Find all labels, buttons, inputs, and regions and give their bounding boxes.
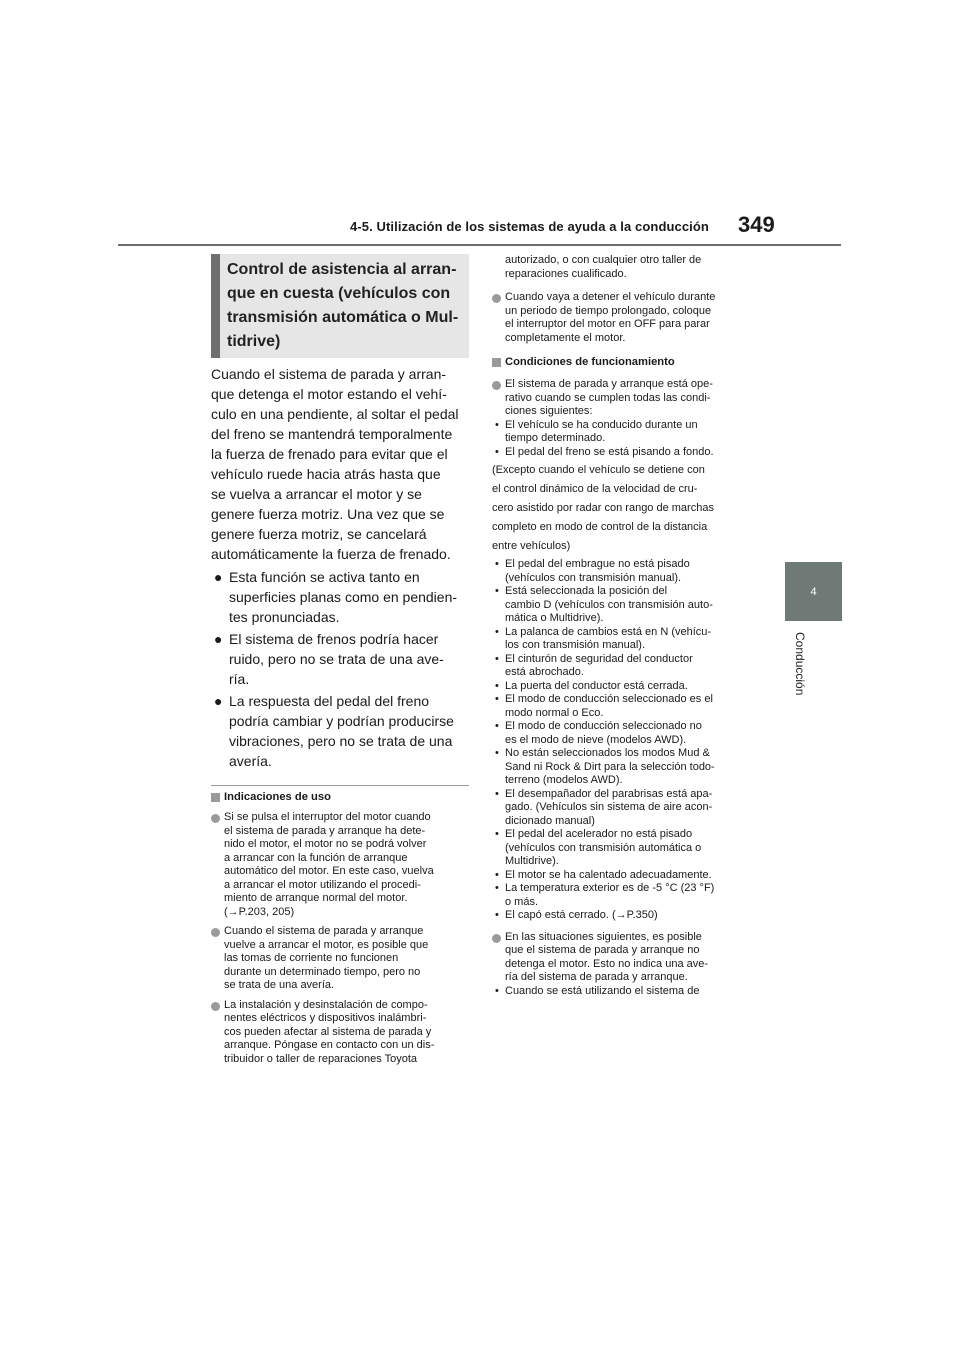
condition-item [492, 828, 754, 869]
condition-line: es el modo de nieve (modelos AWD). [505, 733, 687, 746]
heading-line: tidrive) [227, 333, 281, 350]
note-item [492, 291, 754, 345]
bullet-item [211, 629, 469, 689]
bullet-dot-icon: • [495, 747, 499, 759]
note-item [211, 811, 469, 919]
condition-item [492, 558, 754, 585]
paragraph-line: genere fuerza motriz, se cancelará [211, 526, 427, 542]
note-line: autorizado, o con cualquier otro taller de [505, 254, 702, 266]
note-line: rativo cuando se cumplen todas las condi- [505, 391, 711, 404]
condition-line: El motor se ha calentado adecuadamente. [505, 868, 712, 881]
note-line: se trata de una avería. [224, 979, 335, 991]
condition-item [492, 653, 754, 680]
section-title: 4-5. Utilización de los sistemas de ayuda a la conducción [350, 219, 709, 234]
bullet-dot-icon: ● [214, 631, 223, 647]
condition-line: El modo de conducción seleccionado es el [505, 693, 713, 705]
bullet-line: ruido, pero no se trata de una ave- [229, 651, 444, 667]
exception-paragraph [492, 461, 754, 556]
condition-item [492, 585, 754, 626]
condition-line: El cinturón de seguridad del conductor [505, 652, 693, 665]
note-line: arranque. Póngase en contacto con un dis- [224, 1039, 435, 1051]
circle-marker-icon [211, 928, 220, 937]
bullet-line: avería. [229, 753, 272, 769]
condition-line: Está seleccionada la posición del [505, 585, 668, 597]
situation-item [492, 985, 754, 999]
condition-line: gado. (Vehículos sin sistema de aire acon- [505, 801, 713, 813]
bullet-line: El sistema de frenos podría hacer [229, 631, 439, 647]
section-heading [211, 254, 469, 358]
right-column [492, 254, 754, 998]
note-line: Si se pulsa el interruptor del motor cuando [224, 811, 431, 823]
condition-list [492, 558, 754, 923]
bullet-dot-icon: • [495, 625, 499, 638]
bullet-list [211, 567, 469, 771]
bullet-dot-icon: • [495, 787, 499, 800]
note-line: a arrancar el motor utilizando el procedi- [224, 878, 421, 891]
bullet-dot-icon: • [495, 679, 499, 692]
condition-line: terreno (modelos AWD). [505, 774, 623, 786]
heading-line: transmisión automática o Mul- [227, 309, 459, 326]
note-line: miento de arranque normal del motor. [224, 892, 408, 904]
condition-item [492, 626, 754, 653]
exception-line: (Excepto cuando el vehículo se detiene con [492, 464, 705, 476]
condition-line: o más. [505, 895, 539, 908]
bullet-dot-icon: ● [214, 569, 223, 585]
note-line: Cuando el sistema de parada y arranque [224, 925, 424, 937]
exception-line: cero asistido por radar con rango de marchas [492, 502, 714, 514]
condition-line: El pedal del acelerador no está pisado [505, 828, 693, 840]
note-line: a arrancar con la función de arranque [224, 851, 408, 864]
note-line: cos pueden afectar al sistema de parada y [224, 1025, 432, 1038]
condition-line: El modo de conducción seleccionado no [505, 720, 702, 732]
condition-item [492, 693, 754, 720]
note-line: el interruptor del motor en OFF para parar [505, 318, 710, 330]
condition-line: mática o Multidrive). [505, 612, 604, 624]
heading-line: Control de asistencia al arran- [227, 261, 457, 278]
condition-line: El vehículo se ha conducido durante un [505, 418, 698, 431]
condition-line: La puerta del conductor está cerrada. [505, 679, 688, 692]
note-line: automático del motor. En este caso, vuelva [224, 865, 434, 877]
paragraph-line: que detenga el motor estando el vehí- [211, 386, 447, 402]
conditions-heading-text: Condiciones de funcionamiento [505, 356, 675, 368]
condition-line: La temperatura exterior es de -5 °C (23 °F) [505, 882, 715, 894]
square-marker-icon [211, 793, 220, 802]
condition-item [492, 680, 754, 694]
condition-item [492, 720, 754, 747]
chapter-label: Conducción [793, 632, 807, 696]
page-reference-link[interactable]: El capó está cerrado. (→P.350) [505, 909, 658, 921]
page-number: 349 [738, 212, 775, 237]
bullet-dot-icon: • [495, 418, 499, 431]
note-line: nido el motor, el motor no se podrá volver [224, 838, 427, 850]
condition-line: modo normal o Eco. [505, 706, 604, 719]
condition-item [492, 882, 754, 909]
condition-line: (vehículos con transmisión automática o [505, 841, 702, 854]
paragraph-line: genere fuerza motriz. Una vez que se [211, 506, 445, 522]
bullet-item [211, 691, 469, 771]
note-line: tribuidor o taller de reparaciones Toyota [224, 1052, 418, 1065]
note-item [211, 999, 469, 1067]
condition-line: El pedal del freno se está pisando a fondo. [505, 445, 714, 458]
circle-marker-icon [211, 1002, 220, 1011]
bullet-dot-icon: • [495, 558, 499, 570]
section-divider [211, 785, 469, 786]
bullet-dot-icon: • [495, 693, 499, 705]
condition-line: dicionado manual) [505, 814, 595, 827]
circle-marker-icon [211, 814, 220, 823]
circle-marker-icon [492, 294, 501, 303]
condition-line: El pedal del embrague no está pisado [505, 558, 690, 570]
condition-line: La palanca de cambios está en N (vehícu- [505, 625, 712, 638]
continued-text [492, 254, 754, 281]
bullet-dot-icon: • [495, 445, 499, 458]
bullet-line: La respuesta del pedal del freno [229, 693, 430, 709]
paragraph-line: culo en una pendiente, al soltar el pedal [211, 406, 459, 422]
heading-line: que en cuesta (vehículos con [227, 285, 451, 302]
condition-line: está abrochado. [505, 666, 584, 678]
circle-marker-icon [492, 381, 501, 390]
note-line: un periodo de tiempo prolongado, coloque [505, 304, 712, 317]
bullet-line: vibraciones, pero no se trata de una [229, 733, 453, 749]
paragraph-line: la fuerza de frenado para evitar que el [211, 446, 448, 462]
condition-line: cambio D (vehículos con transmisión auto- [505, 598, 713, 611]
note-line: ciones siguientes: [505, 405, 593, 417]
note-line: completamente el motor. [505, 331, 626, 344]
bullet-line: Esta función se activa tanto en [229, 569, 420, 585]
note-line: que el sistema de parada y arranque no [505, 944, 700, 956]
note-line: ría del sistema de parada y arranque. [505, 971, 688, 983]
paragraph-line: Cuando el sistema de parada y arran- [211, 366, 447, 382]
condition-item [492, 869, 754, 883]
square-marker-icon [492, 358, 501, 367]
note-line: detenga el motor. Esto no indica una ave- [505, 957, 709, 970]
bullet-dot-icon: • [495, 909, 499, 921]
bullet-dot-icon: • [495, 652, 499, 665]
paragraph-line: del freno se mantendrá temporalmente [211, 426, 453, 442]
note-line: el sistema de parada y arranque ha dete- [224, 824, 426, 837]
page-reference-link[interactable]: (→P.203, 205) [224, 905, 295, 918]
bullet-dot-icon: • [495, 585, 499, 597]
paragraph-line: vehículo ruede hacia atrás hasta que [211, 466, 441, 482]
intro-paragraph [211, 364, 469, 564]
exception-line: el control dinámico de la velocidad de cru- [492, 483, 698, 495]
condition-item [492, 909, 754, 923]
bullet-dot-icon: • [495, 720, 499, 732]
usage-heading [211, 790, 469, 805]
bullet-line: podría cambiar y podrían producirse [229, 713, 454, 729]
conditions-heading [492, 355, 754, 370]
bullet-line: superficies planas como en pendien- [229, 589, 458, 605]
header-divider [118, 244, 841, 246]
bullet-item [211, 567, 469, 627]
note-line: El sistema de parada y arranque está ope- [505, 378, 713, 390]
note-line: La instalación y desinstalación de compo- [224, 998, 428, 1011]
chapter-tab[interactable]: 4 [785, 562, 842, 621]
note-line: nentes eléctricos y dispositivos inalámbri- [224, 1012, 427, 1024]
condition-item [492, 747, 754, 788]
situation-line: Cuando se está utilizando el sistema de [505, 984, 700, 997]
condition-item [492, 419, 754, 446]
condition-line: Sand ni Rock & Dirt para la selección todo- [505, 760, 715, 773]
left-column [211, 254, 469, 1066]
note-item [492, 931, 754, 985]
note-line: vuelve a arrancar el motor, es posible que [224, 938, 429, 951]
exception-line: entre vehículos) [492, 540, 571, 552]
condition-line: El desempañador del parabrisas está apa- [505, 787, 713, 800]
note-item [211, 925, 469, 993]
condition-item [492, 446, 754, 460]
note-line: Cuando vaya a detener el vehículo durante [505, 291, 716, 303]
note-line: las tomas de corriente no funcionen [224, 952, 399, 964]
condition-line: Multidrive). [505, 855, 559, 867]
note-line: reparaciones cualificado. [505, 267, 627, 280]
exception-line: completo en modo de control de la distancia [492, 521, 708, 533]
paragraph-line: automáticamente la fuerza de frenado. [211, 546, 451, 562]
note-line: En las situaciones siguientes, es posible [505, 930, 702, 943]
circle-marker-icon [492, 934, 501, 943]
condition-line: No están seleccionados los modos Mud & [505, 747, 710, 759]
paragraph-line: se vuelva a arrancar el motor y se [211, 486, 422, 502]
condition-line: los con transmisión manual). [505, 639, 646, 651]
note-item [492, 378, 754, 419]
bullet-dot-icon: • [495, 984, 499, 997]
usage-heading-text: Indicaciones de uso [224, 791, 331, 803]
condition-line: tiempo determinado. [505, 432, 606, 444]
note-line: durante un determinado tiempo, pero no [224, 965, 421, 978]
bullet-line: ría. [229, 671, 250, 687]
bullet-line: tes pronunciadas. [229, 609, 340, 625]
bullet-dot-icon: • [495, 828, 499, 840]
condition-line: (vehículos con transmisión manual). [505, 571, 682, 584]
bullet-dot-icon: ● [214, 693, 223, 709]
bullet-dot-icon: • [495, 868, 499, 881]
condition-item [492, 788, 754, 829]
bullet-dot-icon: • [495, 882, 499, 894]
